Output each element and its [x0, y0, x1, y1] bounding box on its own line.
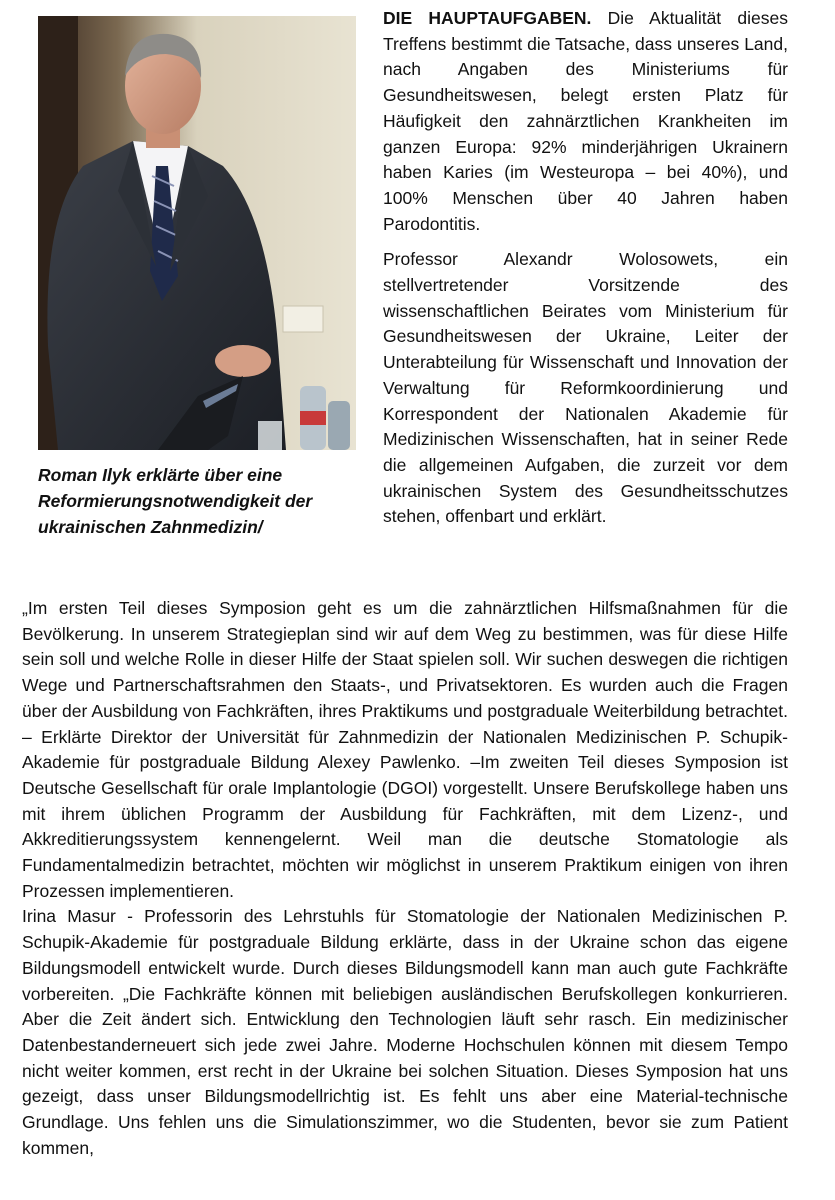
caption-line: ukrainischen Zahnmedizin/ — [38, 517, 263, 537]
intro-paragraph — [383, 6, 788, 237]
caption-line: Roman Ilyk erklärte über eine — [38, 465, 283, 485]
masur-paragraph: Irina Masur - Professorin des Lehrstuhls für Stomatologie der Nationalen Medizinischen P. Schupik-Akademie für postgraduale Bildung erklärte, dass in der Ukraine schon das eigene Bildungsmodell entwickelt wurde. Durch dieses Bildungsmodell kann man auch gute Fachkräfte vorbereiten. „Die Fachkräfte können mit beliebigen ausländischen Berufskollegen konkurrieren. Aber die Zeit ändert sich. Entwicklung den Technologien läuft sehr rasch. Ein medizinischer Datenbestanderneuert sich jede zwei Jahre. Moderne Hochschulen können mit diesem Tempo nicht weiter kommen, erst recht in der Ukraine bei solchen Situation. Dieses Symposion hat uns gezeigt, dass unser Bildungsmodellrichtig ist. Es fehlt uns aber eine Material-technische Grundlage. Uns fehlen uns die Simulationszimmer, wo die Studenten, bevor sie zum Patient kommen, — [22, 906, 788, 1158]
caption-line: Reformierungsnotwendigkeit der — [38, 491, 313, 511]
intro-text: Die Aktualität dieses Treffens bestimmt die Tatsache, dass unseres Land, nach Angaben des Ministeriums für Gesundheitswesen, belegt ersten Platz für Häufigkeit den zahnärztlichen Krankheiten im ganzen Europa: 92% minderjährigen Ukrainern haben Karies (im Westeuropa – bei 40%), und 100% Menschen über 40 Jahren haben Parodontitis. — [383, 8, 788, 234]
speaker-photo — [38, 16, 356, 450]
section-heading: DIE HAUPTAUFGABEN. — [383, 8, 592, 28]
right-column — [383, 6, 788, 540]
article-body — [22, 596, 788, 1161]
pawlenko-quote-paragraph: „Im ersten Teil dieses Symposion geht es um die zahnärztlichen Hilfsmaßnahmen für die Bevölkerung. In unserem Strategieplan sind wir auf dem Weg zu bestimmen, was für diese Hilfe sein soll und welche Rolle in dieser Hilfe der Staat spielen soll. Wir suchen deswegen die richtigen Wege und Partnerschaftsrahmen den Staats-, und Privatsektoren. Es wurden auch die Fragen über der Ausbildung von Fachkräften, ihres Praktikums und postgraduale Weiterbildung betrachtet. – Erklärte Direktor der Universität für Zahnmedizin der Nationalen Medizinischen P. Schupik-Akademie für postgraduale Bildung Alexey Pawlenko. –Im zweiten Teil dieses Symposion ist Deutsche Gesellschaft für orale Implantologie (DGOI) vorgestellt. Unsere Berufskollege haben uns mit ihrem üblichen Programm der Ausbildung für Fachkräften, mit dem Lizenz-, und Akkreditierungssystem kennengelernt. Weil man die deutsche Stomatologie als Fundamentalmedizin betrachtet, möchten wir möglichst in unserem Praktikum einigen von ihren Prozessen implementieren. — [22, 598, 788, 901]
speaker-photo-illustration — [38, 16, 356, 450]
photo-caption — [38, 462, 356, 540]
wolosowets-paragraph: Professor Alexandr Wolosowets, ein stellvertretender Vorsitzende des wissenschaftlichen Beirates vom Ministerium für Gesundheitswesen der Ukraine, Leiter der Unterabteilung für Wissenschaft und Innovation der Verwaltung für Reformkoordinierung und Korrespondent der Nationalen Akademie für Medizinischen Wissenschaften, hat in seiner Rede die allgemeinen Aufgaben, die zurzeit vor dem ukrainischen System des Gesundheitsschutzes stehen, offenbart und erklärt. — [383, 249, 788, 527]
